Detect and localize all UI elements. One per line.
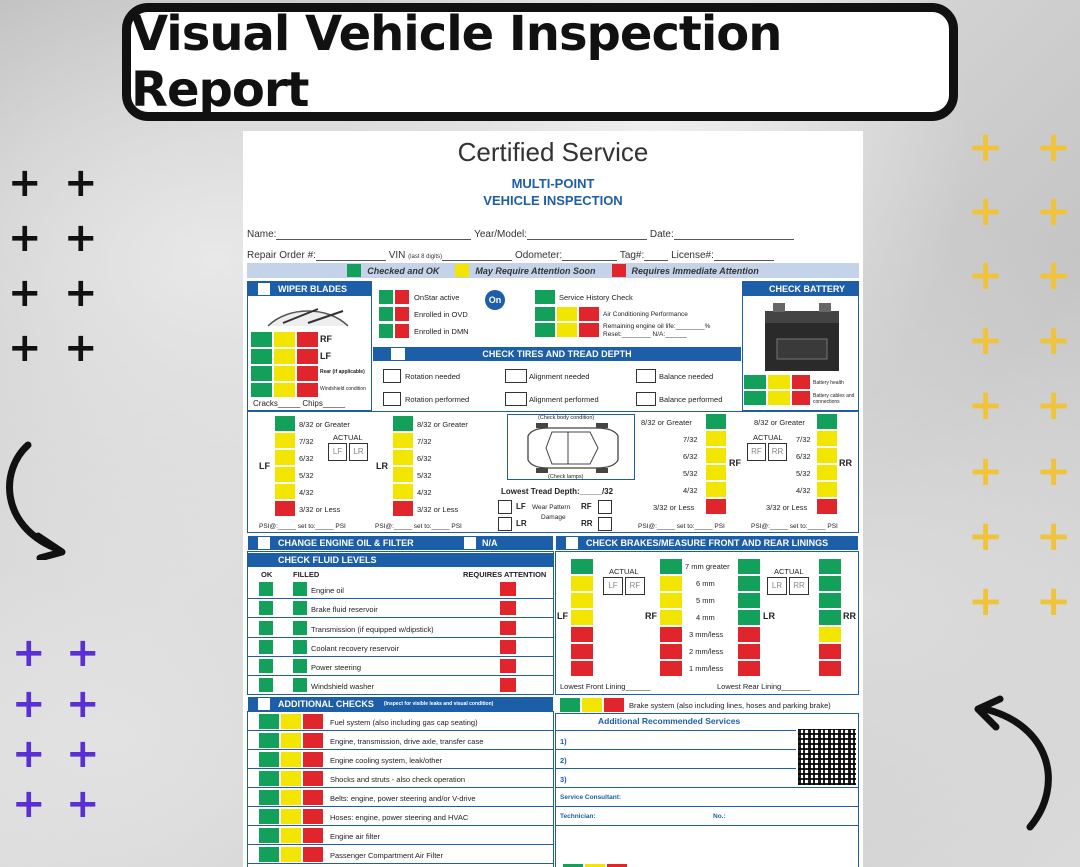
legend-green-label: Checked and OK (367, 265, 440, 276)
additional-checkbox[interactable] (258, 698, 270, 710)
onstar-badge-icon: On (485, 290, 505, 310)
tag-field[interactable] (644, 251, 668, 261)
lr-depth-5: 3/32 or Less (417, 505, 459, 514)
add-fuel: Fuel system (also including gas cap seating) (330, 718, 478, 727)
recommended-line-3[interactable]: 3) (560, 775, 567, 784)
oil-na-label: N/A (482, 538, 498, 548)
wiper-icon (263, 301, 353, 331)
tread-lr-label: LR (376, 461, 388, 471)
brakes-section (555, 551, 859, 695)
fluid-transmission: Transmission (if equipped w/dipstick) (311, 625, 434, 634)
wear-rf-label: RF (581, 502, 592, 511)
oil-reset: Reset:________ N/A:______ (603, 331, 687, 338)
alignment-performed: Alignment performed (529, 395, 599, 404)
add-shocks: Shocks and struts - also check operation (330, 775, 466, 784)
balance-performed-checkbox[interactable] (636, 392, 656, 406)
wiper-checkbox[interactable] (258, 283, 270, 295)
tread-rr-label: RR (839, 458, 852, 468)
fluids-filled-col: FILLED (293, 570, 320, 579)
legend-green-swatch (347, 264, 361, 277)
rr-depth-0: 8/32 or Greater (754, 418, 805, 427)
actual-rf-box[interactable]: RF (747, 443, 766, 461)
rf-depth-4: 4/32 (683, 486, 698, 495)
vin-label: VIN (388, 250, 406, 261)
wiper-lf: LF (320, 351, 331, 361)
onstar-dmn: Enrolled in DMN (414, 327, 469, 336)
service-consultant[interactable]: Service Consultant: (560, 794, 622, 801)
rf-depth-1: 7/32 (683, 435, 698, 444)
status-legend (247, 263, 859, 278)
license-field[interactable] (714, 251, 774, 261)
ac-performance: Air Conditioning Performance (603, 311, 688, 318)
lf-depth-2: 6/32 (299, 454, 314, 463)
lr-depth-0: 8/32 or Greater (417, 420, 468, 429)
additional-header (248, 697, 553, 711)
qr-code-icon (798, 729, 856, 785)
damage-label: Damage (541, 514, 566, 521)
vin-note: (last 8 digits) (408, 254, 443, 260)
inspection-form (243, 131, 863, 867)
lf-depth-3: 5/32 (299, 471, 314, 480)
actual-right-label: ACTUAL (753, 433, 783, 442)
rr-depth-2: 6/32 (796, 452, 811, 461)
fluids-header-label: CHECK FLUID LEVELS (278, 555, 377, 565)
brake-actual-rear: ACTUAL (774, 567, 804, 576)
battery-header-label: CHECK BATTERY (769, 284, 845, 294)
tread-lf-label: LF (259, 461, 270, 471)
rf-depth-2: 6/32 (683, 452, 698, 461)
add-air-filter: Engine air filter (330, 832, 381, 841)
rf-depth-0: 8/32 or Greater (641, 418, 692, 427)
name-label: Name: (247, 229, 277, 240)
lr-depth-3: 5/32 (417, 471, 432, 480)
brake-scale-4: 3 mm/less (689, 630, 724, 639)
add-engine-trans: Engine, transmission, drive axle, transfer case (330, 737, 484, 746)
lr-depth-4: 4/32 (417, 488, 432, 497)
add-cooling: Engine cooling system, leak/other (330, 756, 443, 765)
brake-scale-6: 1 mm/less (689, 664, 724, 673)
oil-header-label: CHANGE ENGINE OIL & FILTER (278, 538, 414, 548)
lowest-front-lining: Lowest Front Lining______ (560, 682, 651, 691)
rf-depth-5: 3/32 or Less (653, 503, 695, 512)
wear-lf-box[interactable] (498, 500, 512, 514)
tires-header (373, 347, 741, 361)
fluids-header (248, 553, 553, 567)
psi-rr: PSI@:_____ set to:_____ PSI (751, 523, 838, 530)
lf-depth-1: 7/32 (299, 437, 314, 446)
wear-rf-box[interactable] (598, 500, 612, 514)
legend-red-label: Requires Immediate Attention (631, 265, 759, 276)
battery-icon (763, 299, 841, 373)
onstar-ovd: Enrolled in OVD (414, 310, 468, 319)
lr-depth-2: 6/32 (417, 454, 432, 463)
fluids-requires-col: REQUIRES ATTENTION (463, 570, 547, 579)
wear-pattern-label: Wear Pattern (532, 504, 571, 511)
car-body-condition: (Check body condition) (538, 415, 595, 421)
technician-no[interactable]: No.: (713, 813, 726, 820)
oil-checkbox[interactable] (258, 537, 270, 549)
oil-na-checkbox[interactable] (464, 537, 476, 549)
brakes-checkbox[interactable] (566, 537, 578, 549)
actual-rr-box[interactable]: RR (768, 443, 787, 461)
wiper-cracks: Cracks_____ Chips_____ (253, 399, 346, 408)
rotation-performed-checkbox[interactable] (383, 392, 401, 406)
wiper-rear: Rear (if applicable) (320, 369, 365, 375)
battery-cables: Battery cables and connections (813, 393, 855, 405)
brake-scale-1: 6 mm (696, 579, 715, 588)
tires-header-label: CHECK TIRES AND TREAD DEPTH (482, 349, 632, 359)
year-model-field[interactable] (527, 230, 647, 240)
wear-lf-label: LF (516, 502, 526, 511)
fields-row-1 (247, 229, 859, 240)
wear-rr-box[interactable] (598, 517, 612, 531)
date-label: Date: (649, 229, 674, 240)
wiper-header (248, 282, 372, 296)
brake-lf-label: LF (557, 611, 568, 621)
brake-rf-label: RF (645, 611, 657, 621)
wiper-rf: RF (320, 334, 332, 344)
oil-header (248, 536, 553, 550)
fluid-coolant: Coolant recovery reservoir (311, 644, 399, 653)
battery-health: Battery health (813, 380, 844, 386)
alignment-performed-checkbox[interactable] (505, 392, 527, 406)
form-subtitle (243, 175, 863, 209)
brake-scale-5: 2 mm/less (689, 647, 724, 656)
brake-scale-2: 5 mm (696, 596, 715, 605)
psi-lr: PSI@:_____ set to:_____ PSI (375, 523, 462, 530)
brakes-header-label: CHECK BRAKES/MEASURE FRONT AND REAR LININGS (586, 538, 829, 548)
fluid-engine-oil: Engine oil (311, 586, 344, 595)
actual-lr-box[interactable]: LR (349, 443, 368, 461)
odometer-field[interactable] (562, 251, 617, 261)
car-check-lamps: (Check lamps) (548, 474, 584, 480)
brake-actual-lf[interactable]: LF (603, 577, 623, 595)
wiper-status-grid[interactable] (251, 332, 319, 397)
alignment-needed-checkbox[interactable] (505, 369, 527, 383)
recommended-line-2[interactable]: 2) (560, 756, 567, 765)
year-model-label: Year/Model: (474, 229, 528, 240)
repair-order-field[interactable] (316, 251, 386, 261)
brake-system: Brake system (also including lines, hoses and parking brake) (629, 701, 831, 710)
fluid-power-steering: Power steering (311, 663, 362, 672)
brake-rr-label: RR (843, 611, 856, 621)
odometer-label: Odometer: (514, 250, 563, 261)
rotation-needed-checkbox[interactable] (383, 369, 401, 383)
brake-actual-rr[interactable]: RR (789, 577, 809, 595)
wear-lr-label: LR (516, 519, 527, 528)
legend-red-swatch (612, 264, 626, 277)
alignment-needed: Alignment needed (529, 372, 590, 381)
curved-arrow-left-icon (0, 440, 80, 560)
tread-rf-label: RF (729, 458, 741, 468)
fluid-washer: Windshield washer (311, 682, 374, 691)
brake-scale-3: 4 mm (696, 613, 715, 622)
brake-actual-rf[interactable]: RF (625, 577, 645, 595)
oil-life: Remaining engine oil life:________% (603, 323, 711, 330)
lf-depth-5: 3/32 or Less (299, 505, 341, 514)
recommended-header: Additional Recommended Services (598, 716, 741, 726)
wear-rr-label: RR (581, 519, 593, 528)
legend-yellow-label: May Require Attention Soon (475, 265, 596, 276)
additional-note: (Inspect for visible leaks and visual condition) (383, 701, 494, 707)
vin-field[interactable] (442, 251, 512, 261)
add-cabin-filter: Passenger Compartment Air Filter (330, 851, 443, 860)
lr-depth-1: 7/32 (417, 437, 432, 446)
balance-performed: Balance performed (659, 395, 723, 404)
rf-depth-3: 5/32 (683, 469, 698, 478)
actual-left-label: ACTUAL (333, 433, 363, 442)
form-subtitle-1: MULTI-POINT (511, 176, 595, 191)
fields-row-2 (247, 250, 859, 261)
legend-yellow-swatch (455, 264, 469, 277)
psi-lf: PSI@:_____ set to:_____ PSI (259, 523, 346, 530)
service-history: Service History Check (559, 293, 633, 302)
tag-label: Tag#: (619, 250, 645, 261)
actual-lf-box[interactable]: LF (328, 443, 347, 461)
curved-arrow-right-icon (970, 695, 1065, 835)
rotation-performed: Rotation performed (405, 395, 470, 404)
fluid-brake: Brake fluid reservoir (311, 605, 378, 614)
lowest-rear-lining: Lowest Rear Lining_______ (717, 682, 811, 691)
repair-order-label: Repair Order #: (247, 250, 316, 261)
name-field[interactable] (276, 230, 471, 240)
balance-needed: Balance needed (659, 372, 714, 381)
date-field[interactable] (674, 230, 794, 240)
tires-checkbox[interactable] (391, 348, 405, 360)
onstar-active: OnStar active (414, 293, 460, 302)
wiper-header-label: WIPER BLADES (278, 284, 348, 294)
lowest-tread-depth: Lowest Tread Depth:_____/32 (501, 487, 614, 496)
brake-actual-front: ACTUAL (609, 567, 639, 576)
rr-depth-3: 5/32 (796, 469, 811, 478)
lf-depth-4: 4/32 (299, 488, 314, 497)
recommended-line-1[interactable]: 1) (560, 737, 567, 746)
rr-depth-4: 4/32 (796, 486, 811, 495)
additional-header-label: ADDITIONAL CHECKS (278, 699, 374, 709)
form-subtitle-2: VEHICLE INSPECTION (483, 193, 623, 208)
form-title: Certified Service (457, 137, 649, 167)
wiper-windshield: Windshield condition (320, 386, 366, 392)
technician[interactable]: Technician: (560, 813, 596, 820)
psi-rf: PSI@:_____ set to:_____ PSI (638, 523, 725, 530)
add-belts: Belts: engine, power steering and/or V-drive (330, 794, 476, 803)
brake-scale-0: 7 mm greater (685, 562, 730, 571)
fluids-ok-col: OK (261, 570, 273, 579)
banner-title: Visual Vehicle Inspection Report (131, 6, 782, 118)
car-top-view-icon (518, 422, 626, 474)
wear-lr-box[interactable] (498, 517, 512, 531)
brake-lr-label: LR (763, 611, 775, 621)
rr-depth-1: 7/32 (796, 435, 811, 444)
battery-header (743, 282, 859, 296)
rr-depth-5: 3/32 or Less (766, 503, 808, 512)
brake-actual-lr[interactable]: LR (767, 577, 787, 595)
license-label: License#: (671, 250, 714, 261)
add-hoses: Hoses: engine, power steering and HVAC (330, 813, 469, 822)
banner-title-box (122, 3, 958, 121)
rotation-needed: Rotation needed (405, 372, 461, 381)
lf-depth-0: 8/32 or Greater (299, 420, 350, 429)
brakes-header (556, 536, 858, 550)
balance-needed-checkbox[interactable] (636, 369, 656, 383)
